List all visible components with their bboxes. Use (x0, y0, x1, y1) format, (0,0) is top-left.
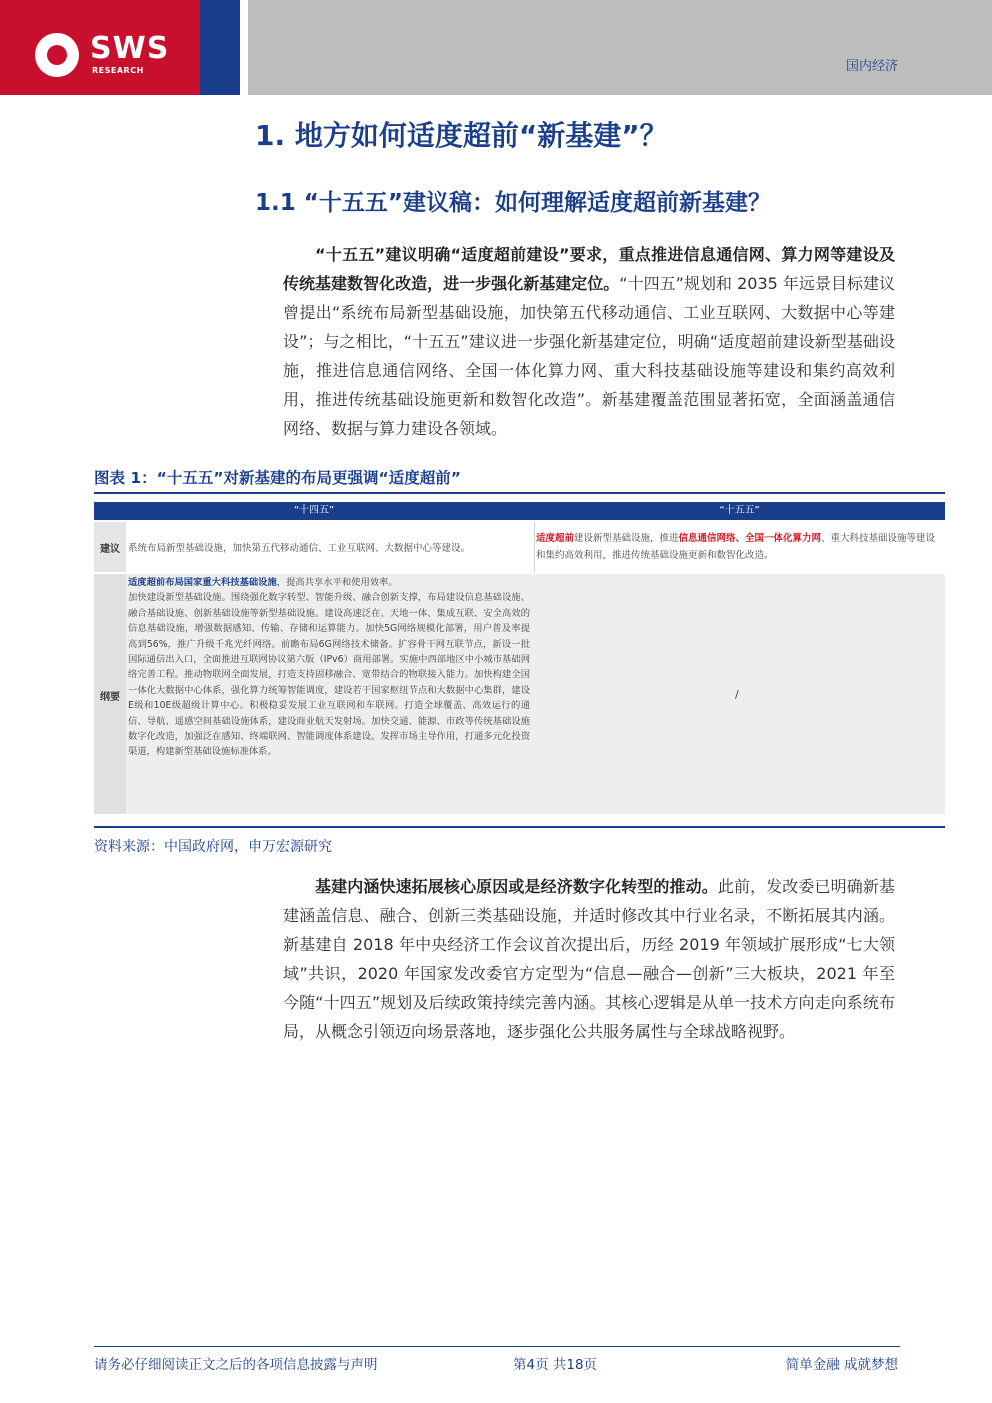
table-header-col2: “十五五” (719, 505, 760, 516)
table-cell (128, 575, 530, 760)
highlight-text: 信息通信网络、全国一体化算力网 (678, 533, 822, 544)
table-column-divider (534, 522, 535, 572)
paragraph-1-lead: “十五五”建议明确“适度超前建设”要求，重点推进信息通信网、算力网等建设及传统基建数智化改造，进一步强化新基建定位。 (283, 245, 895, 293)
footer-rule (94, 1346, 900, 1347)
heading-1: 1. 地方如何适度超前“新基建”？ (255, 119, 668, 152)
highlight-text: 适度超前 (536, 533, 575, 544)
table-cell (536, 530, 941, 564)
logo-subtext: RESEARCH (92, 66, 144, 75)
figure-title: 图表 1：“十五五”对新基建的布局更强调“适度超前” (94, 469, 461, 487)
section-tag: 国内经济 (845, 59, 898, 74)
cell-text: ，提高共享水平和使用效率。 (276, 577, 398, 588)
paragraph-2-lead: 基建内涵快速拓展核心原因或是经济数字化转型的推动。 (315, 877, 718, 896)
highlight-text: 适度超前布局国家重大科技基础设施 (128, 577, 277, 588)
table-cell: / (735, 688, 739, 701)
cell-text: 建设新型基础设施，推进 (574, 533, 679, 544)
table-header-col1: “十四五” (293, 505, 335, 516)
table-cell: 系统布局新型基础设施，加快第五代移动通信、工业互联网、大数据中心等建设。 (128, 543, 471, 554)
table-bottom-rule (94, 826, 945, 828)
heading-2: 1.1 “十五五”建议稿：如何理解适度超前新基建？ (255, 190, 771, 216)
logo-text: SWS (90, 31, 170, 66)
figure-title-rule (94, 492, 945, 494)
header-bar (248, 0, 992, 95)
paragraph-1-body: “十四五”规划和 2035 年远景目标建议曾提出“系统布局新型基础设施，加快第五代移动通信、工业互联网、大数据中心等建设”；与之相比，“十五五”建议进一步强化新基建定位，明确“适度超前建设新型基础设施，推进信息通信网络、全国一体化算力网、重大科技基础设施等建设和集约高效利用，推进传统基础设施更新和数智化改造”。新基建覆盖范围显著拓宽，全面涵盖通信网络、数据与算力建设各领域。 (283, 274, 895, 438)
paragraph-2 (283, 872, 895, 1046)
footer-disclaimer-link[interactable]: 请务必仔细阅读正文之后的各项信息披露与声明 (94, 1357, 378, 1373)
cell-text: 、重大科技基础设施等建设和集约高效利用，推进传统基础设施更新和数智化改造。 (536, 533, 936, 561)
table-row-label: 纲要 (100, 692, 120, 703)
figure-source: 资料来源：中国政府网，申万宏源研究 (94, 839, 332, 855)
header-accent-strip (200, 0, 240, 95)
cell-text: 加快建设新型基础设施。围绕强化数字转型、智能升级、融合创新支撑，布局建设信息基础设施、融合基础设施、创新基础设施等新型基础设施。建设高速泛在、天地一体、集成互联、安全高效的信息基础设施，增强数据感知、传输、存储和运算能力。加快5G网络规模化部署，用户普及率提高到56%，推广升级千兆光纤网络。前瞻布局6G网络技术储备。扩容骨干网互联节点，新设一批国际通信出入口，全面推进互联网协议第六版（IPv6）商用部署。实施中西部地区中小城市基础网络完善工程。推动物联网全面发展，打造支持固移融合、宽带结合的物联接入能力。加快构建全国一体化大数据中心体系，强化算力统筹智能调度，建设若干国家枢纽节点和大数据中心集群，建设E级和10E级超级计算中心。积极稳妥发展工业互联网和车联网。打造全球覆盖、高效运行的通信、导航、遥感空间基础设施体系，建设商业航天发射场。加快交通、能源、市政等传统基础设施数字化改造，加强泛在感知、终端联网、智能调度体系建设。发挥市场主导作用，打通多元化投资渠道，构建新型基础设施标准体系。 (128, 592, 530, 758)
paragraph-1 (283, 240, 895, 443)
logo-icon-inner (47, 45, 67, 65)
table-header (94, 502, 945, 520)
footer-slogan: 简单金融 成就梦想 (785, 1357, 898, 1373)
table-row-label: 建议 (100, 544, 120, 555)
paragraph-2-body: 此前，发改委已明确新基建涵盖信息、融合、创新三类基础设施，并适时修改其中行业名录，不断拓展其内涵。新基建自 2018 年中央经济工作会议首次提出后，历经 2019 年领域扩展形成“七大领域”共识，2020 年国家发改委官方定型为“信息—融合—创新”三大板块，2021 年至今随“十四五”规划及后续政策持续完善内涵。其核心逻辑是从单一技术方向走向系统布局，从概念引领迈向场景落地，逐步强化公共服务属性与全球战略视野。 (283, 877, 895, 1041)
page-number: 第4页 共18页 (513, 1357, 598, 1373)
